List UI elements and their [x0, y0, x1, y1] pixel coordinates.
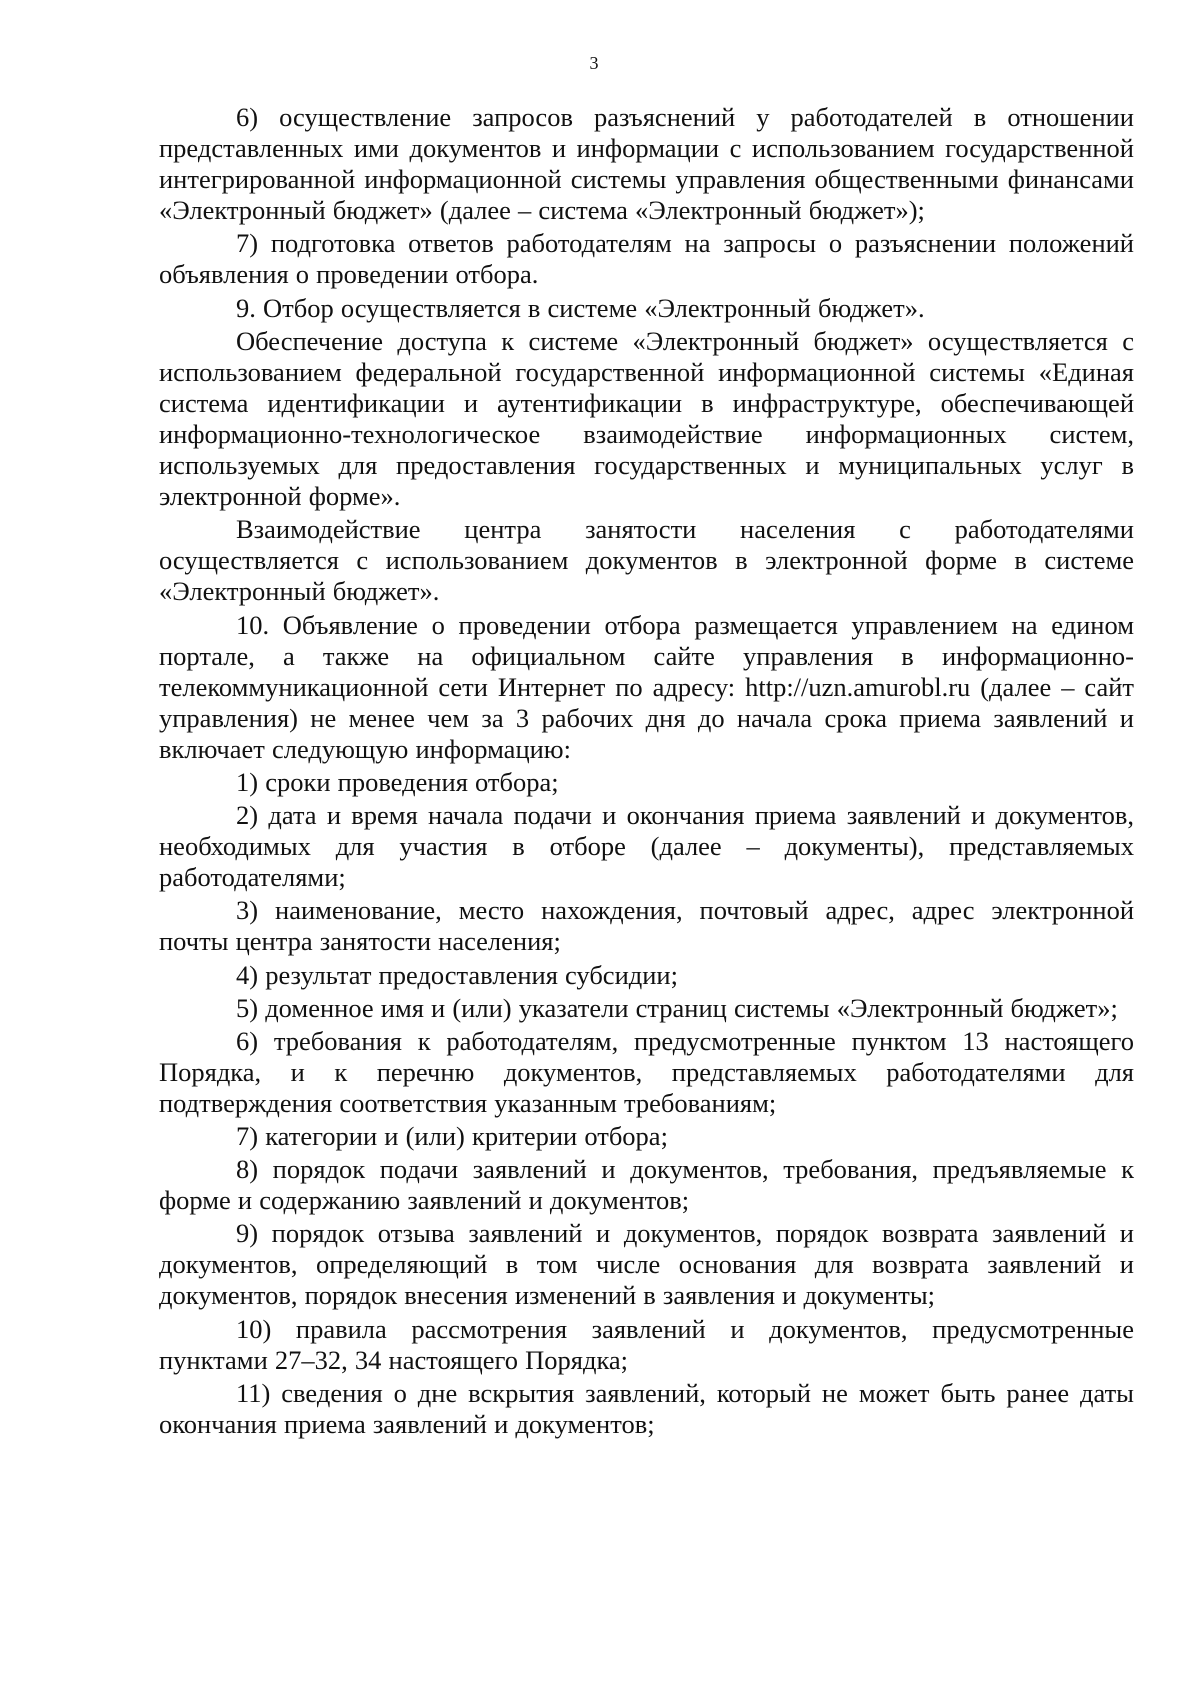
- list-item-9: 9) порядок отзыва заявлений и документов, порядок возврата заявлений и документов, определяющий в том числе основания для возврата заявлений и документов, порядок внесения изменений в заявления и документы;: [159, 1218, 1134, 1311]
- list-item-5: 5) доменное имя и (или) указатели страниц системы «Электронный бюджет»;: [236, 992, 1118, 1023]
- page-number: 3: [589, 53, 599, 73]
- paragraph-clause-9: 9. Отбор осуществляется в системе «Электронный бюджет».: [236, 292, 925, 323]
- list-item-4: 4) результат предоставления субсидии;: [236, 959, 678, 990]
- list-item-3: 3) наименование, место нахождения, почтовый адрес, адрес электронной почты центра занятости населения;: [159, 895, 1134, 957]
- list-item-10: 10) правила рассмотрения заявлений и документов, предусмотренные пунктами 27–32, 34 настоящего Порядка;: [159, 1313, 1134, 1375]
- list-item-7: 7) категории и (или) критерии отбора;: [236, 1121, 668, 1151]
- paragraph-interaction: Взаимодействие центра занятости населения с работодателями осуществляется с использованием документов в электронной форме в системе «Электронный бюджет».: [159, 514, 1134, 607]
- paragraph-item-7-answers: 7) подготовка ответов работодателям на запросы о разъяснении положений объявления о проведении отбора.: [159, 228, 1134, 290]
- paragraph-item-6-requests: 6) осуществление запросов разъяснений у работодателей в отношении представленных ими документов и информации с использованием государственной интегрированной информационной системы управления общественными финансами «Электронный бюджет» (далее – система «Электронный бюджет»);: [159, 102, 1134, 226]
- paragraph-access-provision: Обеспечение доступа к системе «Электронный бюджет» осуществляется с использованием федеральной государственной информационной системы «Единая система идентификации и аутентификации в инфраструктуре, обеспечивающей информационно-технологическое взаимодействие информационных систем, используемых для предоставления государственных и муниципальных услуг в электронной форме».: [159, 325, 1134, 512]
- paragraph-clause-10: 10. Объявление о проведении отбора размещается управлением на едином портале, а также на официальном сайте управления в информационно-телекоммуникационной сети Интернет по адресу: http://uzn.amurobl.ru (далее – сайт управления) не менее чем за 3 рабочих дня до начала срока приема заявлений и включает следующую информацию:: [159, 609, 1134, 764]
- list-item-8: 8) порядок подачи заявлений и документов, требования, предъявляемые к форме и содержанию заявлений и документов;: [159, 1154, 1134, 1216]
- list-item-11: 11) сведения о дне вскрытия заявлений, который не может быть ранее даты окончания приема заявлений и документов;: [159, 1377, 1134, 1439]
- document-body: [159, 102, 1134, 1440]
- list-item-1: 1) сроки проведения отбора;: [236, 766, 559, 797]
- list-item-6: 6) требования к работодателям, предусмотренные пунктом 13 настоящего Порядка, и к перечню документов, представляемых работодателями для подтверждения соответствия указанным требованиям;: [159, 1025, 1134, 1118]
- list-item-2: 2) дата и время начала подачи и окончания приема заявлений и документов, необходимых для участия в отборе (далее – документы), представляемых работодателями;: [159, 800, 1134, 893]
